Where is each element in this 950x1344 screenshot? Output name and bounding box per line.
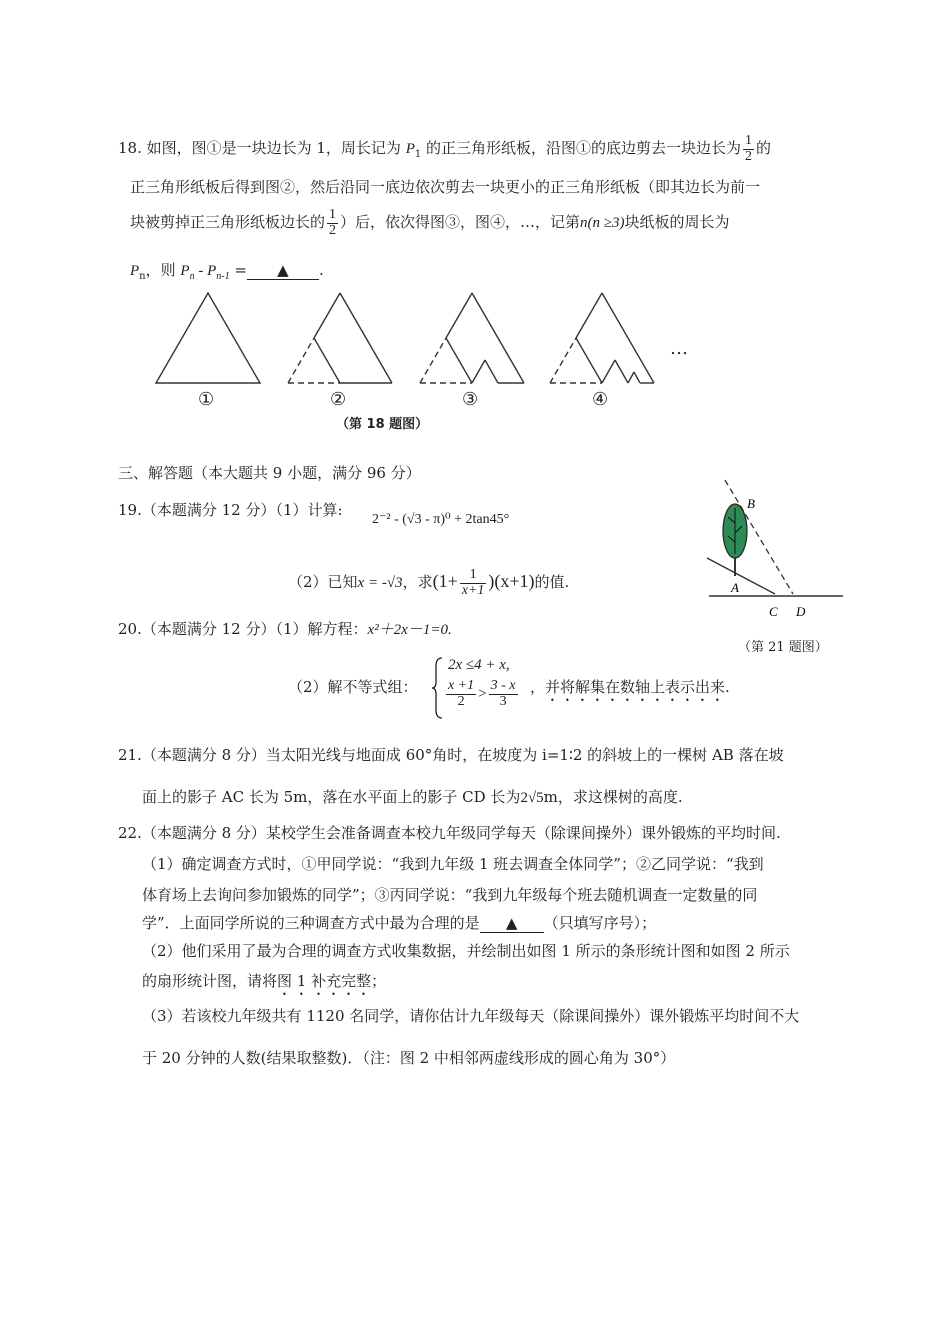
q18-line1: [118, 134, 771, 164]
q21-line2-a: 面上的影子 AC 长为 5m，落在水平面上的影子 CD 长为: [142, 788, 521, 806]
greater-than: >: [478, 686, 487, 703]
expr-minus-p: - P: [194, 263, 217, 279]
q22-line4-b: （只填写序号）；: [543, 914, 657, 932]
q18-line4: $P_n$，则 $P_n - P_{n-1}$ = ▲ .: [130, 261, 324, 282]
q18-line3-b: ）后，依次得图③，图④，…，记第: [340, 213, 581, 232]
q18-line3-c: 块纸板的周长为: [624, 213, 730, 232]
q19-expr-close: )(x+1): [488, 571, 535, 592]
q20-head: [118, 618, 452, 639]
triangle-fig1: [156, 293, 260, 383]
q19-part2-c: 的值.: [534, 573, 570, 592]
fig-label-3: ③: [462, 389, 479, 410]
q18-text-c: 的: [756, 139, 772, 158]
ineq1: 2x ≤4 + x,: [448, 657, 510, 673]
q21-line2-b: m，求这棵树的高度.: [543, 788, 683, 806]
q21-line2: [142, 786, 683, 807]
q19-expr1: 2⁻² - (√3 - π)⁰ + 2tan45°: [372, 512, 510, 527]
q22-line4-a: 学”．上面同学所说的三种调查方式中最为合理的是: [142, 914, 480, 932]
x-value: x = -√3: [357, 575, 403, 592]
q22-answer-blank: [480, 914, 544, 933]
q20-part2-label: （2）解不等式组：: [288, 678, 418, 696]
fraction-half-2: $\frac{1}{2}$: [329, 207, 337, 238]
expr-sub-n: n: [189, 271, 195, 282]
q19-part2: [288, 568, 569, 598]
expr-p: P: [180, 263, 190, 279]
p1-symbol: P: [405, 141, 415, 158]
q19-part2-a: （2）已知: [288, 573, 358, 592]
expr-eq: =: [229, 261, 247, 279]
q22-line3: 体育场上去询问参加锻炼的同学”；③丙同学说：“我到九年级每个班去随机调查一定数量的同: [142, 886, 758, 904]
q22-line2: （1）确定调查方式时，①甲同学说：“我到九年级 1 班去调查全体同学”；②乙同学说：“我到: [142, 855, 764, 873]
q20-tail: ，并将解集在数轴上表示出来.: [530, 678, 730, 696]
q19-expr-open: (1+: [432, 571, 458, 592]
n-condition: n(n ≥3): [580, 215, 625, 232]
q22-line1: 22.（本题满分 8 分）某校学生会准备调查本校九年级同学每天（除课间操外）课外锻炼的平均时间.: [118, 824, 781, 842]
q18-line3: [130, 208, 730, 238]
fig21-caption: （第 21 题图）: [738, 640, 828, 655]
label-b: B: [747, 496, 755, 511]
triangle-fig3: [420, 293, 524, 383]
q18-line2: 正三角形纸板后得到图②，然后沿同一底边依次剪去一块更小的正三角形纸板（即其边长为前一: [130, 178, 761, 196]
q18-then: ，则: [145, 261, 181, 279]
answer-blank: [247, 261, 319, 280]
q20-equation: x²＋2x－1=0.: [367, 622, 452, 638]
triangle-fig2: [288, 293, 392, 383]
fig-label-2: ②: [330, 389, 347, 410]
q22-line6-emph: 图 1 补充完整: [277, 972, 372, 990]
q19-head: 19.（本题满分 12 分）（1）计算:: [118, 501, 343, 519]
q22-line6-a: 的扇形统计图，请将: [142, 972, 278, 990]
ineq2: [444, 679, 520, 709]
fig-label-1: ①: [198, 389, 215, 410]
pn-subscript: n: [139, 271, 146, 282]
label-c: C: [769, 604, 778, 618]
figure-21: [695, 478, 855, 618]
q22-line4: [142, 912, 656, 933]
label-a: A: [731, 580, 739, 595]
q22-line5: （2）他们采用了最为合理的调查方式收集数据，并绘制出如图 1 所示的条形统计图和如图 2 所示: [142, 942, 790, 960]
q22-line7: （3）若该校九年级共有 1120 名同学，请你估计九年级每天（除课间操外）课外锻炼平均时间不大: [142, 1007, 800, 1025]
slope-line: [707, 558, 775, 594]
q20-head-text: 20.（本题满分 12 分）（1）解方程：: [118, 620, 368, 638]
fig-label-4: ④: [592, 389, 609, 410]
triangle-mark-icon: ▲: [277, 261, 289, 279]
triangle-mark-icon-2: ▲: [505, 914, 518, 932]
label-d: D: [796, 604, 806, 618]
q22-line6: [142, 970, 386, 999]
expr-sub-n1: n-1: [216, 271, 230, 282]
section-heading: 三、解答题（本大题共 9 小题，满分 96 分）: [118, 464, 421, 482]
ineq2-frac1: $\frac{x +1}{2}$: [448, 678, 475, 709]
fig-ellipsis: …: [670, 338, 688, 359]
p1-subscript: 1: [414, 149, 422, 161]
pn-symbol: P: [130, 263, 140, 279]
fig18-caption: （第 18 题图）: [336, 417, 429, 432]
q22-line6-c: ；: [371, 972, 387, 990]
fraction-half: $\frac{1}{2}$: [745, 133, 753, 164]
brace-icon: [432, 656, 444, 720]
q22-line8: 于 20 分钟的人数(结果取整数)．（注：图 2 中相邻两虚线形成的圆心角为 30°）: [142, 1049, 676, 1067]
q19-part2-b: ，求: [402, 573, 433, 592]
cd-length: 2√5: [520, 790, 544, 806]
q19-fraction: $\frac{1}{x+1}$: [461, 567, 485, 598]
q18-text: 18. 如图，图①是一块边长为 1，周长记为: [118, 139, 406, 158]
q18-text-b: 的正三角形纸板，沿图①的底边剪去一块边长为: [421, 139, 742, 158]
triangle-fig4: [550, 293, 654, 383]
ineq2-frac2: $\frac{3 - x}{3}$: [490, 678, 516, 709]
q18-line3-a: 块被剪掉正三角形纸板边长的: [130, 213, 326, 232]
q21-line1: 21.（本题满分 8 分）当太阳光线与地面成 60°角时，在坡度为 i=1∶2 的斜坡上的一棵树 AB 落在坡: [118, 746, 784, 764]
